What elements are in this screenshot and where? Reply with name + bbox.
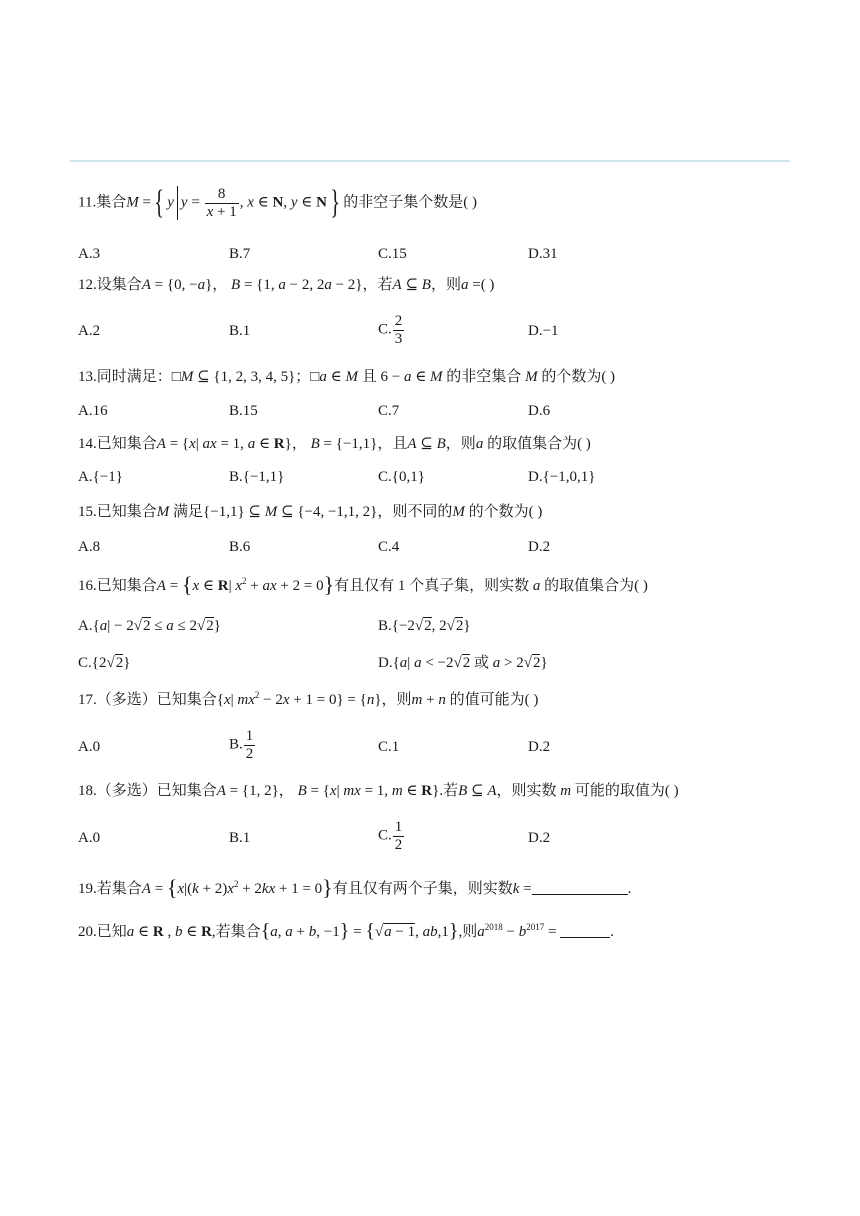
q14-option-c-label: C.: [378, 469, 392, 485]
q17-option-c: C.1: [378, 739, 400, 755]
q15-option-c: C.4: [378, 539, 400, 555]
q11-option-b: B.7: [229, 246, 251, 262]
question-16: 16.已知集合A = {x ∈ R| $x^2$ + ax + 2 = 0}有且仅有 1 个真子集，则实数 a 的取值集合为( ): [78, 572, 648, 597]
q14-option-d: D.{−1,0,1}: [528, 469, 596, 485]
q19-text: 19.若集合: [78, 881, 142, 897]
q16-suffix2: 的取值集合为( ): [544, 578, 648, 594]
question-12: 12.设集合A = {0, −a}， B = {1, a − 2, 2a − 2}，若A ⊆ B，则a =( ): [78, 277, 495, 293]
q17-option-b: B. $\frac{1}{2}$: [229, 728, 254, 762]
q14-text: 14.已知集合: [78, 436, 157, 452]
q16-option-d: D.{a| a < −2√2 或 a > 2√2}: [378, 655, 548, 671]
q18-option-a: A.0: [78, 830, 101, 846]
q18-then: ，则实数: [496, 783, 557, 799]
q13-and: 且: [361, 369, 377, 385]
q11-option-d: D.31: [528, 246, 558, 262]
q14-suffix: 的取值集合为( ): [487, 436, 591, 452]
q17-option-d: D.2: [528, 739, 551, 755]
q12-option-c: C. $\frac{2}{3}$: [378, 313, 403, 347]
q18-option-c-label: C.: [378, 827, 392, 844]
q18-option-d: D.2: [528, 830, 551, 846]
q13-option-b: B.15: [229, 403, 258, 419]
question-20: 20.已知a ∈ R , b ∈ R,若集合{a, a + b, −1} = {√a − 1, ab,1},则$a^{2018} - b^{2017}$ = .: [78, 920, 614, 942]
q18-sep: ，: [278, 783, 294, 799]
q11-option-a: A.3: [78, 246, 101, 262]
q17-suffix: 的值可能为( ): [449, 692, 539, 708]
q18-suffix: 可能的取值为( ): [574, 783, 679, 799]
q14-option-a: A.{−1}: [78, 469, 123, 485]
q11-text: 11.集合: [78, 194, 127, 211]
q12-option-b: B.1: [229, 323, 251, 339]
q16-option-b-label: B.: [378, 618, 392, 634]
q18-if: .若: [439, 783, 459, 799]
q15-text: 15.已知集合: [78, 504, 157, 520]
q14-sep: ，: [291, 436, 307, 452]
q13-option-d: D.6: [528, 403, 551, 419]
q15-option-d: D.2: [528, 539, 551, 555]
q16-option-d-label: D.: [378, 655, 393, 671]
question-17: 17.（多选）已知集合{x| $mx^2 - 2x + 1 = 0\} = \{n\}$，则m + n 的值可能为( ): [78, 690, 539, 708]
q13-suffix: 的个数为( ): [541, 369, 616, 385]
q16-suffix: 有且仅有 1 个真子集，则实数: [334, 578, 530, 594]
q13-option-a: A.16: [78, 403, 108, 419]
q15-suffix: 的个数为( ): [468, 504, 543, 520]
header-rule: [70, 160, 790, 162]
q17-then: ，则: [381, 692, 412, 708]
q18-option-b: B.1: [229, 830, 251, 846]
q20-answer-blank[interactable]: [560, 937, 610, 938]
q16-option-b: B.{−2√2, 2√2}: [378, 618, 471, 634]
question-19: 19.若集合$A = \{x|(k + 2)x^2 + 2kx + 1 = 0\}$有且仅有两个子集，则实数k = .: [78, 875, 632, 900]
q11-option-c: C.15: [378, 246, 407, 262]
q12-then: ，则: [430, 277, 461, 293]
q15-option-a: A.8: [78, 539, 101, 555]
q12-if: ，若: [362, 277, 393, 293]
q18-text: 18.（多选）已知集合: [78, 783, 217, 799]
q14-and: ，且: [377, 436, 408, 452]
q19-answer-blank[interactable]: [532, 894, 628, 895]
question-18: 18.（多选）已知集合A = {1, 2}， B = {x| mx = 1, m ∈ R}.若B ⊆ A，则实数 m 可能的取值为( ): [78, 783, 679, 799]
q12-text: 12.设集合: [78, 277, 142, 293]
q14-option-a-label: A.: [78, 469, 93, 485]
q17-option-b-label: B.: [229, 736, 243, 753]
q20-mid: ,若集合: [211, 924, 261, 940]
q16-option-c: C.{2√2}: [78, 655, 131, 671]
question-14: 14.已知集合A = {x| ax = 1, a ∈ R}， B = {−1,1}，且A ⊆ B，则a 的取值集合为( ): [78, 436, 591, 452]
q14-option-c: C.{0,1}: [378, 469, 425, 485]
q14-option-b-label: B.: [229, 469, 243, 485]
q12-option-a: A.2: [78, 323, 101, 339]
q17-text: 17.（多选）已知集合: [78, 692, 217, 708]
q18-option-c: C. $\frac{1}{2}$: [378, 819, 403, 853]
q15-option-b: B.6: [229, 539, 251, 555]
q12-option-d-label: D.: [528, 323, 543, 339]
question-11: 11.集合M ={ y y = $\frac{8}{x + 1}$ , x ∈ N, y ∈ N} 的非空子集个数是( ): [78, 184, 478, 222]
q16-text: 16.已知集合: [78, 578, 157, 594]
q15-satisfy: 满足: [173, 504, 204, 520]
q16-option-a: A.{a| − 2√2 ≤ a ≤ 2√2}: [78, 618, 221, 634]
q14-option-b: B.{−1,1}: [229, 469, 285, 485]
q13-text: 13.同时满足：□: [78, 369, 181, 385]
q13-sep: ；□: [295, 369, 320, 385]
q12-suffix: ( ): [480, 277, 495, 293]
question-15: 15.已知集合M 满足{−1,1} ⊆ M ⊆ {−4, −1,1, 2}，则不同的M 的个数为( ): [78, 504, 543, 520]
q16-option-c-label: C.: [78, 655, 92, 671]
q13-option-c: C.7: [378, 403, 400, 419]
q13-mid: 的非空集合: [446, 369, 522, 385]
q14-then: ，则: [445, 436, 476, 452]
q12-option-c-label: C.: [378, 321, 392, 338]
q12-sep: ，: [212, 277, 228, 293]
question-13: 13.同时满足：□M ⊆ {1, 2, 3, 4, 5}；□a ∈ M 且 6 − a ∈ M 的非空集合 M 的个数为( ): [78, 369, 616, 385]
q16-or: 或: [473, 655, 489, 671]
q11-suffix: 的非空子集个数是( ): [343, 194, 478, 211]
q15-then: ，则不同的: [377, 504, 453, 520]
q20-text: 20.已知: [78, 924, 127, 940]
q14-option-d-label: D.: [528, 469, 543, 485]
q16-option-a-label: A.: [78, 618, 93, 634]
q12-option-d: D.−1: [528, 323, 559, 339]
q17-option-a: A.0: [78, 739, 101, 755]
q20-then: ,则: [458, 924, 478, 940]
q19-suffix: 有且仅有两个子集，则实数: [332, 881, 513, 897]
